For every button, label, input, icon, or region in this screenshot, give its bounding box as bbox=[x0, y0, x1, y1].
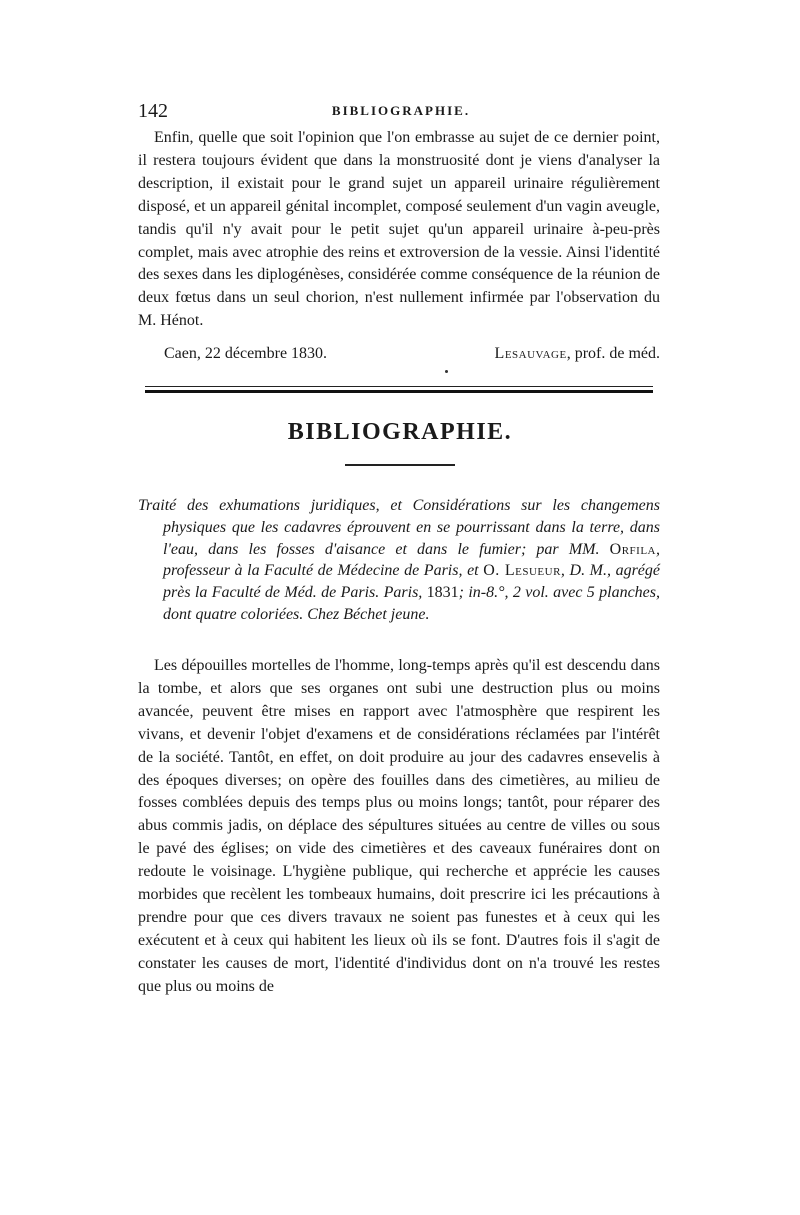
review-body bbox=[138, 655, 660, 999]
paragraph-text: Enfin, quelle que soit l'opinion que l'on embrasse au sujet de ce dernier point, il restera toujours évident que dans la monstruosité dont je viens d'analyser la description, il existait pour le grand sujet un appareil urinaire régulièrement disposé, et un appareil génital incomplet, composé seulement d'un vagin aveugle, tandis qu'il n'y avait pour le petit sujet qu'un appareil urinaire à-peu-près complet, mais avec atrophie des reins et extroversion de la vessie. Ainsi l'identité des sexes dans les diplogénèses, considérée comme conséquence de la réunion de deux fœtus dans un seul chorion, n'est nullement infirmée par l'observation du M. Hénot. bbox=[138, 129, 660, 330]
place-date: Caen, 22 décembre 1830. bbox=[164, 345, 328, 362]
citation-author2: O. Lesueur bbox=[483, 562, 561, 580]
section-title: BIBLIOGRAPHIE. bbox=[287, 419, 513, 445]
section-rule-bottom bbox=[145, 390, 653, 393]
paragraph-text: Les dépouilles mortelles de l'homme, long-temps après qu'il est descendu dans la tombe, et alors que ses organes ont subi une destruction plus ou moins avancée, peuvent être mises en rapport avec l'atmosphère que respirent les vivans, et devenir l'objet d'examens et de considérations réclamées par l'intérêt de la société. Tantôt, en effet, on doit produire au jour des cadavres ensevelis à des époques diverses; on opère des fouilles dans des cimetières, au milieu de fosses comblées depuis des temps plus ou moins longs; tantôt, pour réparer des abus commis jadis, on déplace des sépultures situées au centre de villes ou sous le pavé des églises; on vide des cimetières et des caveaux funéraires dont on redoute le voisinage. L'hygiène publique, qui recherche et apprécie les causes morbides que recèlent les tombeaux humains, doit prescrire ici les précautions à prendre pour que ces divers travaux ne soient pas funestes et à ceux qui les exécutent et à ceux qui habitent les lieux où ils se font. D'autres fois il s'agit de constater les causes de mort, l'identité d'individus dont on n'a trouvé les restes que plus ou moins de bbox=[138, 657, 660, 995]
running-title: BIBLIOGRAPHIE. bbox=[331, 103, 471, 118]
author-name: Lesauvage bbox=[494, 345, 567, 362]
bibliographic-citation bbox=[138, 495, 660, 626]
continuation-paragraph bbox=[138, 127, 660, 333]
section-rule-top bbox=[145, 386, 653, 387]
citation-part4: ; in-8.°, 2 vol. avec 5 planches, dont quatre coloriées. Chez Béchet jeune. bbox=[163, 584, 660, 623]
author-title: , prof. de méd. bbox=[566, 345, 660, 362]
citation-part3: , D. M., agrégé près la Faculté de Méd. de Paris. Paris, bbox=[163, 562, 661, 602]
citation-year: 1831 bbox=[426, 584, 459, 602]
page-number: 142 bbox=[138, 100, 168, 122]
citation-part2: , professeur à la Faculté de Médecine de Paris, et bbox=[163, 540, 660, 580]
signature-line bbox=[138, 343, 660, 365]
citation-part1: Traité des exhumations juridiques, et Considérations sur les changemens physiques que les cadavres éprouvent en se pourrissant dans la terre, dans l'eau, dans les fosses d'aisance et dans le fumier; par MM. bbox=[138, 497, 660, 558]
signature-author bbox=[495, 343, 660, 365]
running-head bbox=[138, 100, 664, 122]
citation-author1: Orfila bbox=[609, 540, 656, 558]
ornament-dot bbox=[445, 370, 448, 373]
title-underline bbox=[345, 464, 455, 466]
